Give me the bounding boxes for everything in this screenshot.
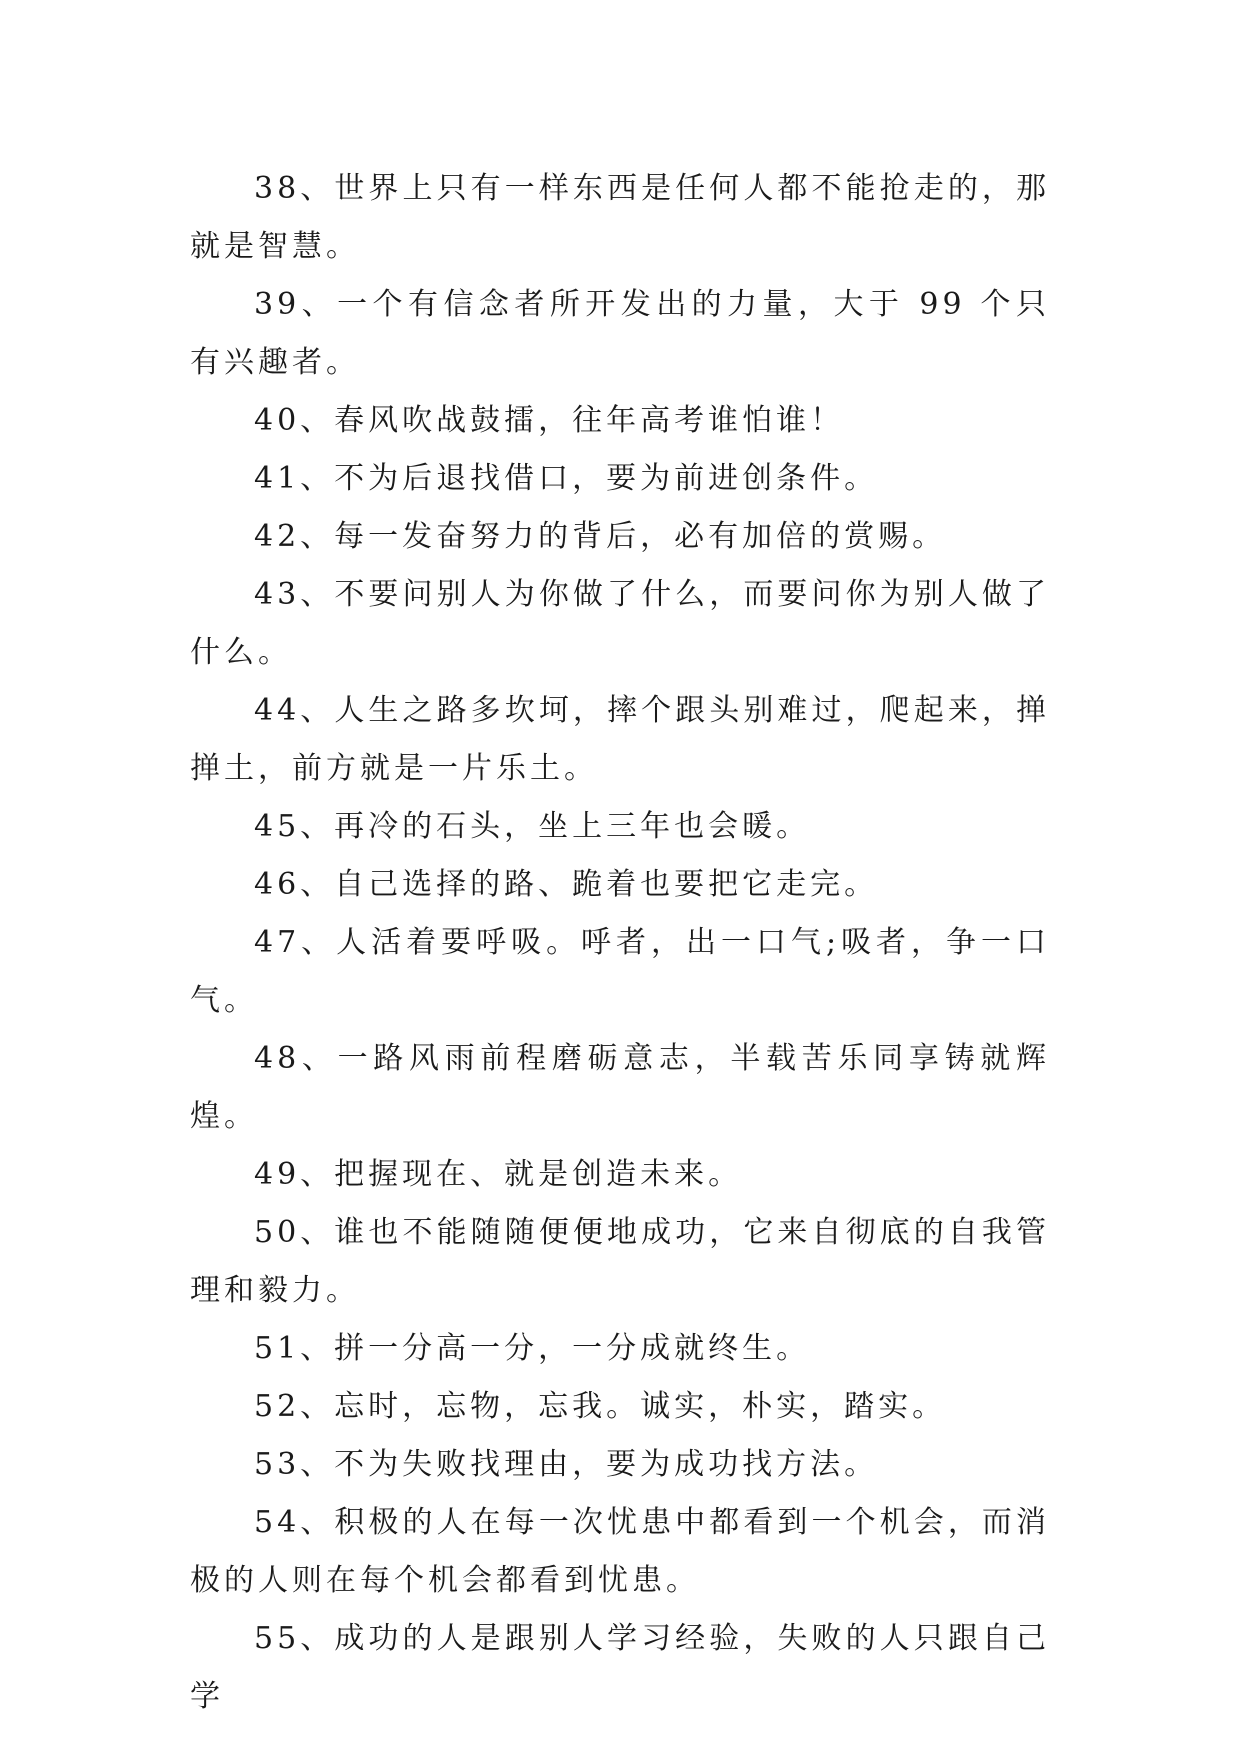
paragraph-50: 50、谁也不能随随便便地成功，它来自彻底的自我管理和毅力。 [190, 1215, 1050, 1308]
paragraph-39: 39、一个有信念者所开发出的力量，大于 99 个只有兴趣者。 [190, 287, 1050, 380]
paragraph-42: 42、每一发奋努力的背后，必有加倍的赏赐。 [254, 519, 947, 554]
paragraph-48: 48、一路风雨前程磨砺意志，半载苦乐同享铸就辉煌。 [190, 1041, 1050, 1134]
paragraph-44: 44、人生之路多坎坷，摔个跟头别难过，爬起来，掸掸土，前方就是一片乐土。 [190, 693, 1050, 786]
paragraph-40: 40、春风吹战鼓擂，往年高考谁怕谁！ [254, 403, 845, 438]
paragraph-38: 38、世界上只有一样东西是任何人都不能抢走的，那就是智慧。 [190, 171, 1050, 264]
paragraph-43: 43、不要问别人为你做了什么，而要问你为别人做了什么。 [190, 577, 1050, 670]
document-body [190, 160, 1050, 1726]
paragraph-55: 55、成功的人是跟别人学习经验，失败的人只跟自己学 [190, 1621, 1050, 1714]
paragraph-54: 54、积极的人在每一次忧患中都看到一个机会，而消极的人则在每个机会都看到忧患。 [190, 1505, 1050, 1598]
paragraph-41: 41、不为后退找借口，要为前进创条件。 [254, 461, 879, 496]
paragraph-53: 53、不为失败找理由，要为成功找方法。 [254, 1447, 879, 1482]
paragraph-49: 49、把握现在、就是创造未来。 [254, 1157, 743, 1192]
paragraph-51: 51、拼一分高一分，一分成就终生。 [254, 1331, 811, 1366]
paragraph-52: 52、忘时，忘物，忘我。诚实，朴实，踏实。 [254, 1389, 947, 1424]
paragraph-46: 46、自己选择的路、跪着也要把它走完。 [254, 867, 879, 902]
paragraph-45: 45、再冷的石头，坐上三年也会暖。 [254, 809, 811, 844]
paragraph-47: 47、人活着要呼吸。呼者，出一口气;吸者，争一口气。 [190, 925, 1050, 1018]
